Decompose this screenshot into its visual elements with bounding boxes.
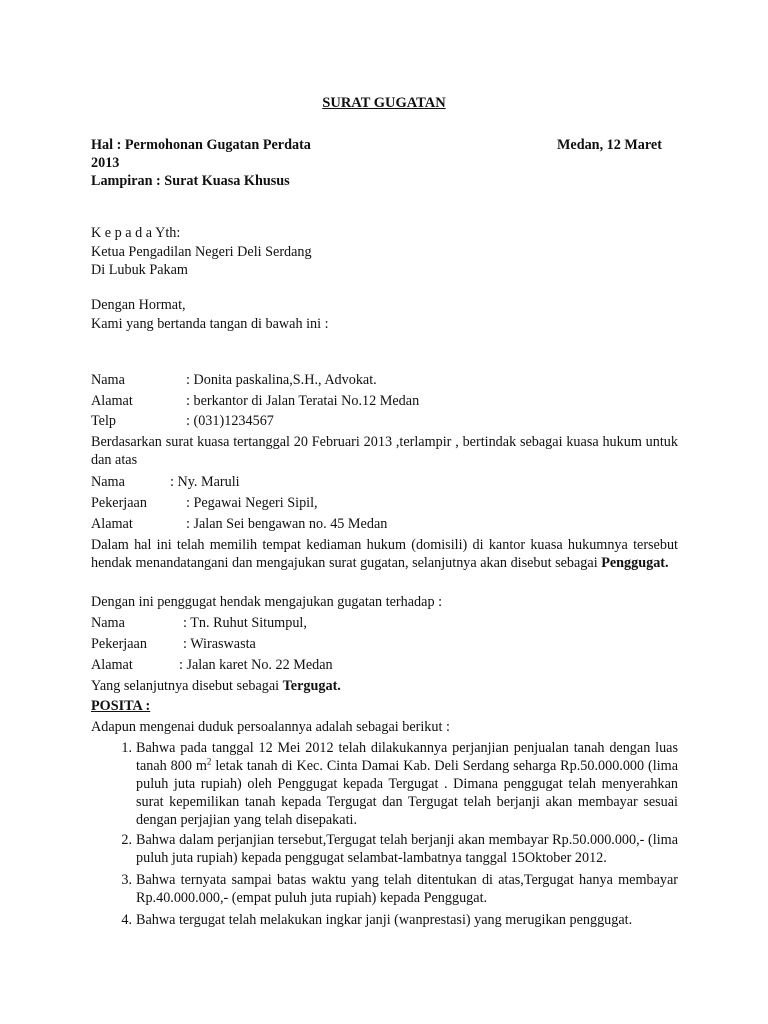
recipient-line-2: Di Lubuk Pakam bbox=[91, 262, 188, 278]
date-year: 2013 bbox=[91, 155, 120, 171]
defendant-job-value: : Wiraswasta bbox=[183, 636, 256, 652]
plaintiff-term: Penggugat. bbox=[601, 555, 669, 571]
list-item: Bahwa tergugat telah melakukan ingkar janji (wanprestasi) yang merugikan penggugat. bbox=[136, 912, 633, 928]
defendant-address-value: : Jalan karet No. 22 Medan bbox=[179, 657, 333, 673]
posita-heading: POSITA : bbox=[91, 698, 151, 714]
advocate-name-label: Nama bbox=[91, 372, 125, 388]
superscript: 2 bbox=[206, 756, 212, 767]
advocate-phone-label: Telp bbox=[91, 413, 117, 429]
plaintiff-name-value: : Ny. Maruli bbox=[170, 474, 240, 490]
subject-line: Hal : Permohonan Gugatan Perdata bbox=[91, 137, 311, 153]
intro-line: Kami yang bertanda tangan di bawah ini : bbox=[91, 316, 329, 332]
document-title: SURAT GUGATAN bbox=[322, 95, 446, 111]
list-item-number: 4. bbox=[121, 912, 132, 928]
plaintiff-address-value: : Jalan Sei bengawan no. 45 Medan bbox=[186, 516, 388, 532]
plaintiff-name-label: Nama bbox=[91, 474, 125, 490]
defendant-reference bbox=[91, 677, 341, 695]
defendant-reference-text: Yang selanjutnya disebut sebagai bbox=[91, 678, 280, 694]
plaintiff-job-value: : Pegawai Negeri Sipil, bbox=[186, 495, 318, 511]
mandate-paragraph: Berdasarkan surat kuasa tertanggal 20 Februari 2013 ,terlampir , bertindak sebagai kuasa hukum untuk dan atas bbox=[91, 434, 678, 468]
advocate-phone-value: : (031)1234567 bbox=[186, 413, 274, 429]
advocate-address-label: Alamat bbox=[91, 393, 133, 409]
defendant-term: Tergugat. bbox=[282, 678, 341, 694]
domicile-paragraph bbox=[91, 536, 678, 572]
posita-intro: Adapun mengenai duduk persoalannya adalah sebagai berikut : bbox=[91, 719, 450, 735]
greeting: Dengan Hormat, bbox=[91, 297, 186, 313]
domicile-text: Dalam hal ini telah memilih tempat kediaman hukum (domisili) di kantor kuasa hukumnya tersebut hendak menandatangani dan mengajukan surat gugatan, selanjutnya akan disebut sebagai bbox=[91, 537, 678, 571]
plaintiff-job-label: Pekerjaan bbox=[91, 495, 147, 511]
list-item-text-cont: letak tanah di Kec. Cinta Damai Kab. Deli Serdang seharga Rp.50.000.000 (lima puluh juta rupiah) oleh Penggugat kepada Tergugat . Dimana penggugat telah menyerahkan surat kepemilikan tanah kepada Tergugat dan Tergugat telah berjanji akan membayar sesuai dengan perjajian yang telah disepakati. bbox=[136, 758, 678, 828]
list-item: Bahwa dalam perjanjian tersebut,Tergugat telah berjanji akan membayar Rp.50.000.000,- (lima puluh juta rupiah) kepada penggugat selambat-lambatnya tanggal 15Oktober 2012. bbox=[136, 832, 678, 866]
advocate-address-value: : berkantor di Jalan Teratai No.12 Medan bbox=[186, 393, 420, 409]
list-item-number: 3. bbox=[121, 872, 132, 888]
defendant-job-label: Pekerjaan bbox=[91, 636, 147, 652]
list-item-number: 1. bbox=[121, 740, 132, 756]
defendant-name-label: Nama bbox=[91, 615, 125, 631]
place-date: Medan, 12 Maret bbox=[557, 137, 662, 153]
list-item bbox=[136, 739, 678, 829]
defendant-address-label: Alamat bbox=[91, 657, 133, 673]
advocate-name-value: : Donita paskalina,S.H., Advokat. bbox=[186, 372, 377, 388]
list-item-text: Bahwa pada tanggal 12 Mei 2012 telah dilakukannya perjanjian penjualan tanah dengan luas tanah 800 m bbox=[136, 740, 678, 774]
list-item-number: 2. bbox=[121, 832, 132, 848]
recipient-line-1: Ketua Pengadilan Negeri Deli Serdang bbox=[91, 244, 312, 260]
recipient-salutation: K e p a d a Yth: bbox=[91, 225, 181, 241]
list-item: Bahwa ternyata sampai batas waktu yang telah ditentukan di atas,Tergugat hanya membayar Rp.40.000.000,- (empat puluh juta rupiah) kepada Penggugat. bbox=[136, 872, 678, 906]
attachment-line: Lampiran : Surat Kuasa Khusus bbox=[91, 173, 290, 189]
defendant-name-value: : Tn. Ruhut Situmpul, bbox=[183, 615, 307, 631]
plaintiff-address-label: Alamat bbox=[91, 516, 133, 532]
against-line: Dengan ini penggugat hendak mengajukan gugatan terhadap : bbox=[91, 594, 443, 610]
